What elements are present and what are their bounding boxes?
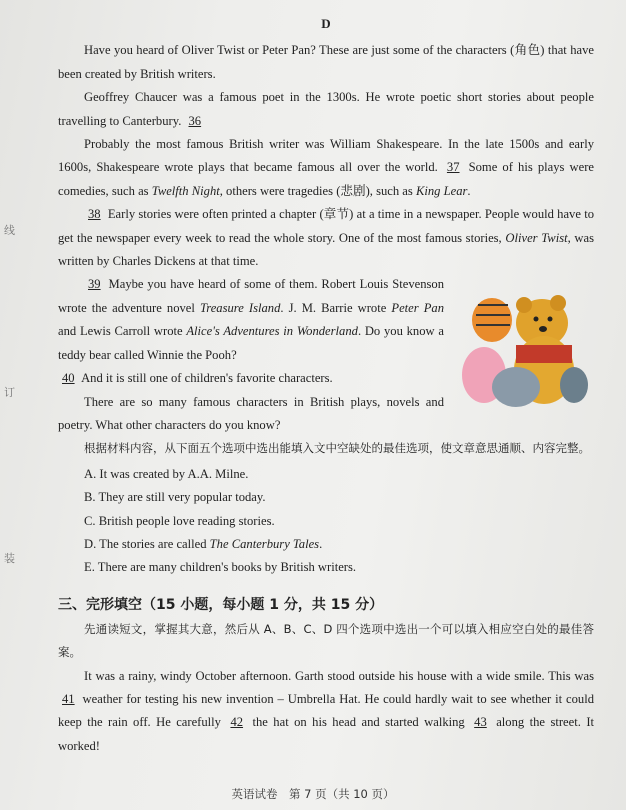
paragraph-text: . xyxy=(467,183,471,198)
options-list xyxy=(58,463,594,580)
paragraph-5 xyxy=(58,273,444,390)
book-title: King Lear xyxy=(415,183,468,198)
binding-margin-mark: 订 xyxy=(4,387,15,399)
paragraph-text: It was a rainy, windy October afternoon. Garth stood outside his house with a wide smile. This was xyxy=(84,668,594,683)
paragraph-text: And it is still one of children's favorite characters. xyxy=(81,371,333,386)
paragraph-text: and Lewis Carroll wrote xyxy=(58,324,183,339)
blank-39: 39 xyxy=(88,277,101,292)
paragraph-text: Maybe you have heard of some of them. Robert Louis Stevenson wrote the adventure novel xyxy=(58,277,445,315)
cloze-paragraph xyxy=(58,665,594,759)
option-c: C. British people love reading stories. xyxy=(84,513,275,528)
book-title: Alice's Adventures in Wonderland xyxy=(186,324,358,339)
option-b: B. They are still very popular today. xyxy=(84,490,266,505)
paragraph-text: Some of his plays were comedies, such as xyxy=(58,160,594,198)
paragraph-text: Early stories were often printed a chapter (章节) at a time in a newspaper. People would have to get the newspaper every week to read the whole story. One of the most famous stories, xyxy=(58,207,594,245)
option-text: D. The stories are called xyxy=(84,536,207,551)
paragraph-text: , others were tragedies (悲剧), such as xyxy=(219,183,413,198)
book-title: Treasure Island xyxy=(199,300,281,315)
paragraph-2 xyxy=(58,86,594,133)
passage-content xyxy=(58,12,594,758)
paragraph-text: along the street. It worked! xyxy=(58,715,595,753)
book-title: Oliver Twist xyxy=(505,230,568,245)
section-3-instruction: 先通读短文，掌握其大意，然后从 A、B、C、D 四个选项中选出一个可以填入相应空白处的最佳答案。 xyxy=(58,621,594,660)
option-d xyxy=(58,533,594,556)
blank-42: 42 xyxy=(230,715,244,730)
option-text: . xyxy=(319,536,323,551)
blank-41: 41 xyxy=(62,691,75,706)
paragraph-4 xyxy=(58,203,594,273)
binding-margin-mark: 装 xyxy=(4,553,15,565)
book-title: Peter Pan xyxy=(391,300,445,315)
paragraph-text: Probably the most famous British writer was William Shakespeare. In the late 1500s and early 1600s, Shakespeare wrote plays that became famous all over the world. xyxy=(58,137,594,175)
paragraph-3 xyxy=(58,133,594,203)
blank-36: 36 xyxy=(188,113,202,128)
paragraph-6: There are so many famous characters in British plays, novels and poetry. What other characters do you know? xyxy=(58,394,444,432)
paragraph-text: . Do you know a teddy bear called Winnie the Pooh? xyxy=(58,324,444,362)
paragraph-1: Have you heard of Oliver Twist or Peter Pan? These are just some of the characters (角色) that have been created by British writers. xyxy=(58,43,594,81)
section-3-heading: 三、完形填空（15 小题，每小题 1 分，共 15 分） xyxy=(58,596,384,613)
book-title: Twelfth Night xyxy=(151,183,220,198)
paragraph-text: weather for testing his new invention – Umbrella Hat. He could hardly wait to see whether it could keep the rain off. He carefully xyxy=(58,691,595,730)
blank-37: 37 xyxy=(446,160,460,175)
blank-40: 40 xyxy=(62,371,75,386)
option-a: A. It was created by A.A. Milne. xyxy=(84,466,249,481)
binding-margin-mark: 线 xyxy=(4,225,15,237)
paragraph-text: Geoffrey Chaucer was a famous poet in the 1300s. He wrote poetic short stories about people travelling to Canterbury. xyxy=(58,90,594,128)
paragraph-text: . J. M. Barrie wrote xyxy=(280,300,387,315)
paragraph-text: , was written by Charles Dickens at that time. xyxy=(58,230,595,269)
book-title: The Canterbury Tales xyxy=(209,536,320,551)
blank-43: 43 xyxy=(474,715,487,730)
paragraph-5-with-figure xyxy=(58,273,594,437)
instruction-cn: 根据材料内容，从下面五个选项中选出能填入文中空缺处的最佳选项，使文章意思通顺、内容完整。 xyxy=(84,441,590,456)
blank-38: 38 xyxy=(88,207,101,222)
page-footer: 英语试卷 第 7 页（共 10 页） xyxy=(231,787,395,801)
paragraph-text: the hat on his head and started walking xyxy=(252,715,465,730)
option-e: E. There are many children's books by British writers. xyxy=(84,560,357,575)
passage-label: D xyxy=(321,16,331,31)
winnie-the-pooh-characters-illustration xyxy=(454,275,594,415)
